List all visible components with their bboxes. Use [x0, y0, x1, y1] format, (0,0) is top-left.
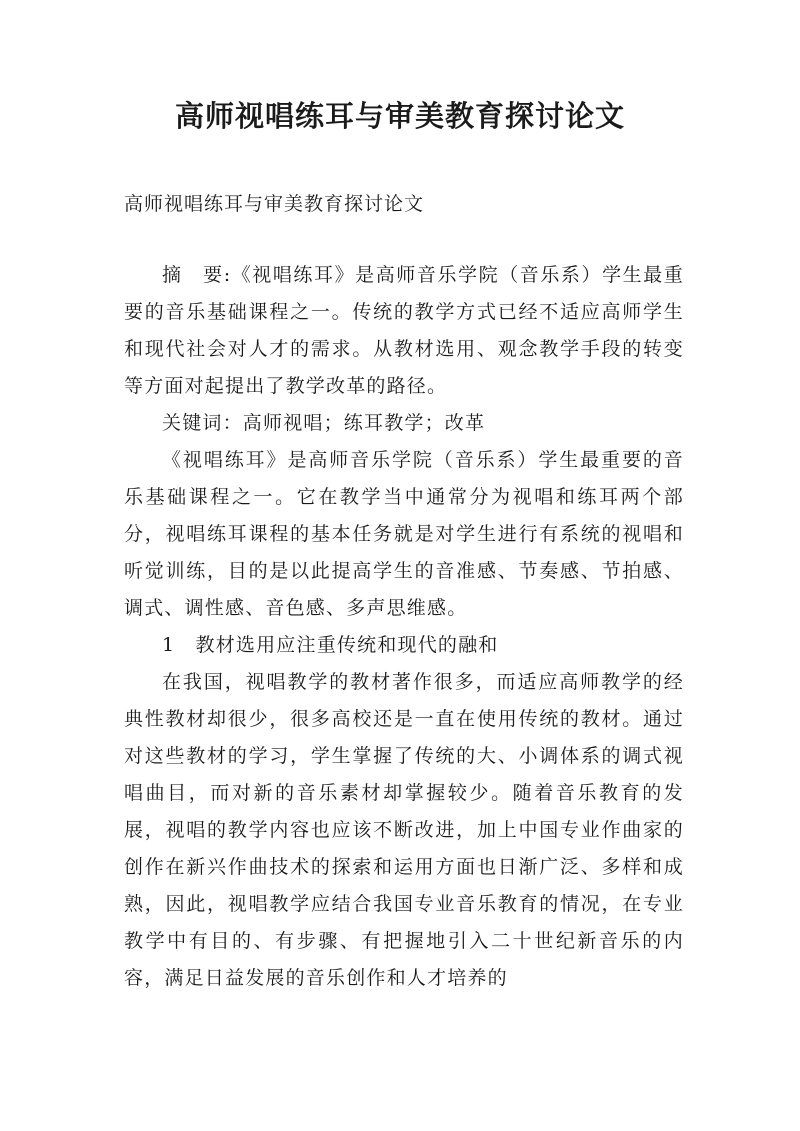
keywords-paragraph: 关键词：高师视唱；练耳教学；改革 [162, 412, 486, 434]
document-subtitle: 高师视唱练耳与审美教育探讨论文 [124, 193, 425, 215]
abstract-paragraph: 摘 要:《视唱练耳》是高师音乐学院（音乐系）学生最重要的音乐基础课程之一。传统的教学方式已经不适应高师学生和现代社会对人才的需求。从教材选用、观念教学手段的转变等方面对起提出了教学改革的路径。 [124, 264, 684, 397]
document-title: 高师视唱练耳与审美教育探讨论文 [174, 99, 625, 133]
section-paragraph: 在我国，视唱教学的教材著作很多，而适应高师教学的经典性教材却很少，很多高校还是一直在使用传统的教材。通过对这些教材的学习，学生掌握了传统的大、小调体系的调式视唱曲目，而对新的音乐素材却掌握较少。随着音乐教育的发展，视唱的教学内容也应该不断改进，加上中国专业作曲家的创作在新兴作曲技术的探索和运用方面也日渐广泛、多样和成熟，因此，视唱教学应结合我国专业音乐教育的情况，在专业教学中有目的、有步骤、有把握地引入二十世纪新音乐的内容，满足日益发展的音乐创作和人才培养的 [124, 671, 684, 989]
intro-paragraph: 《视唱练耳》是高师音乐学院（音乐系）学生最重要的音乐基础课程之一。它在教学当中通常分为视唱和练耳两个部分，视唱练耳课程的基本任务就是对学生进行有系统的视唱和听觉训练，目的是以此提高学生的音准感、节奏感、节拍感、调式、调性感、音色感、多声思维感。 [124, 449, 684, 619]
document-body [124, 257, 684, 997]
section-heading: 1 教材选用应注重传统和现代的融和 [162, 634, 499, 656]
